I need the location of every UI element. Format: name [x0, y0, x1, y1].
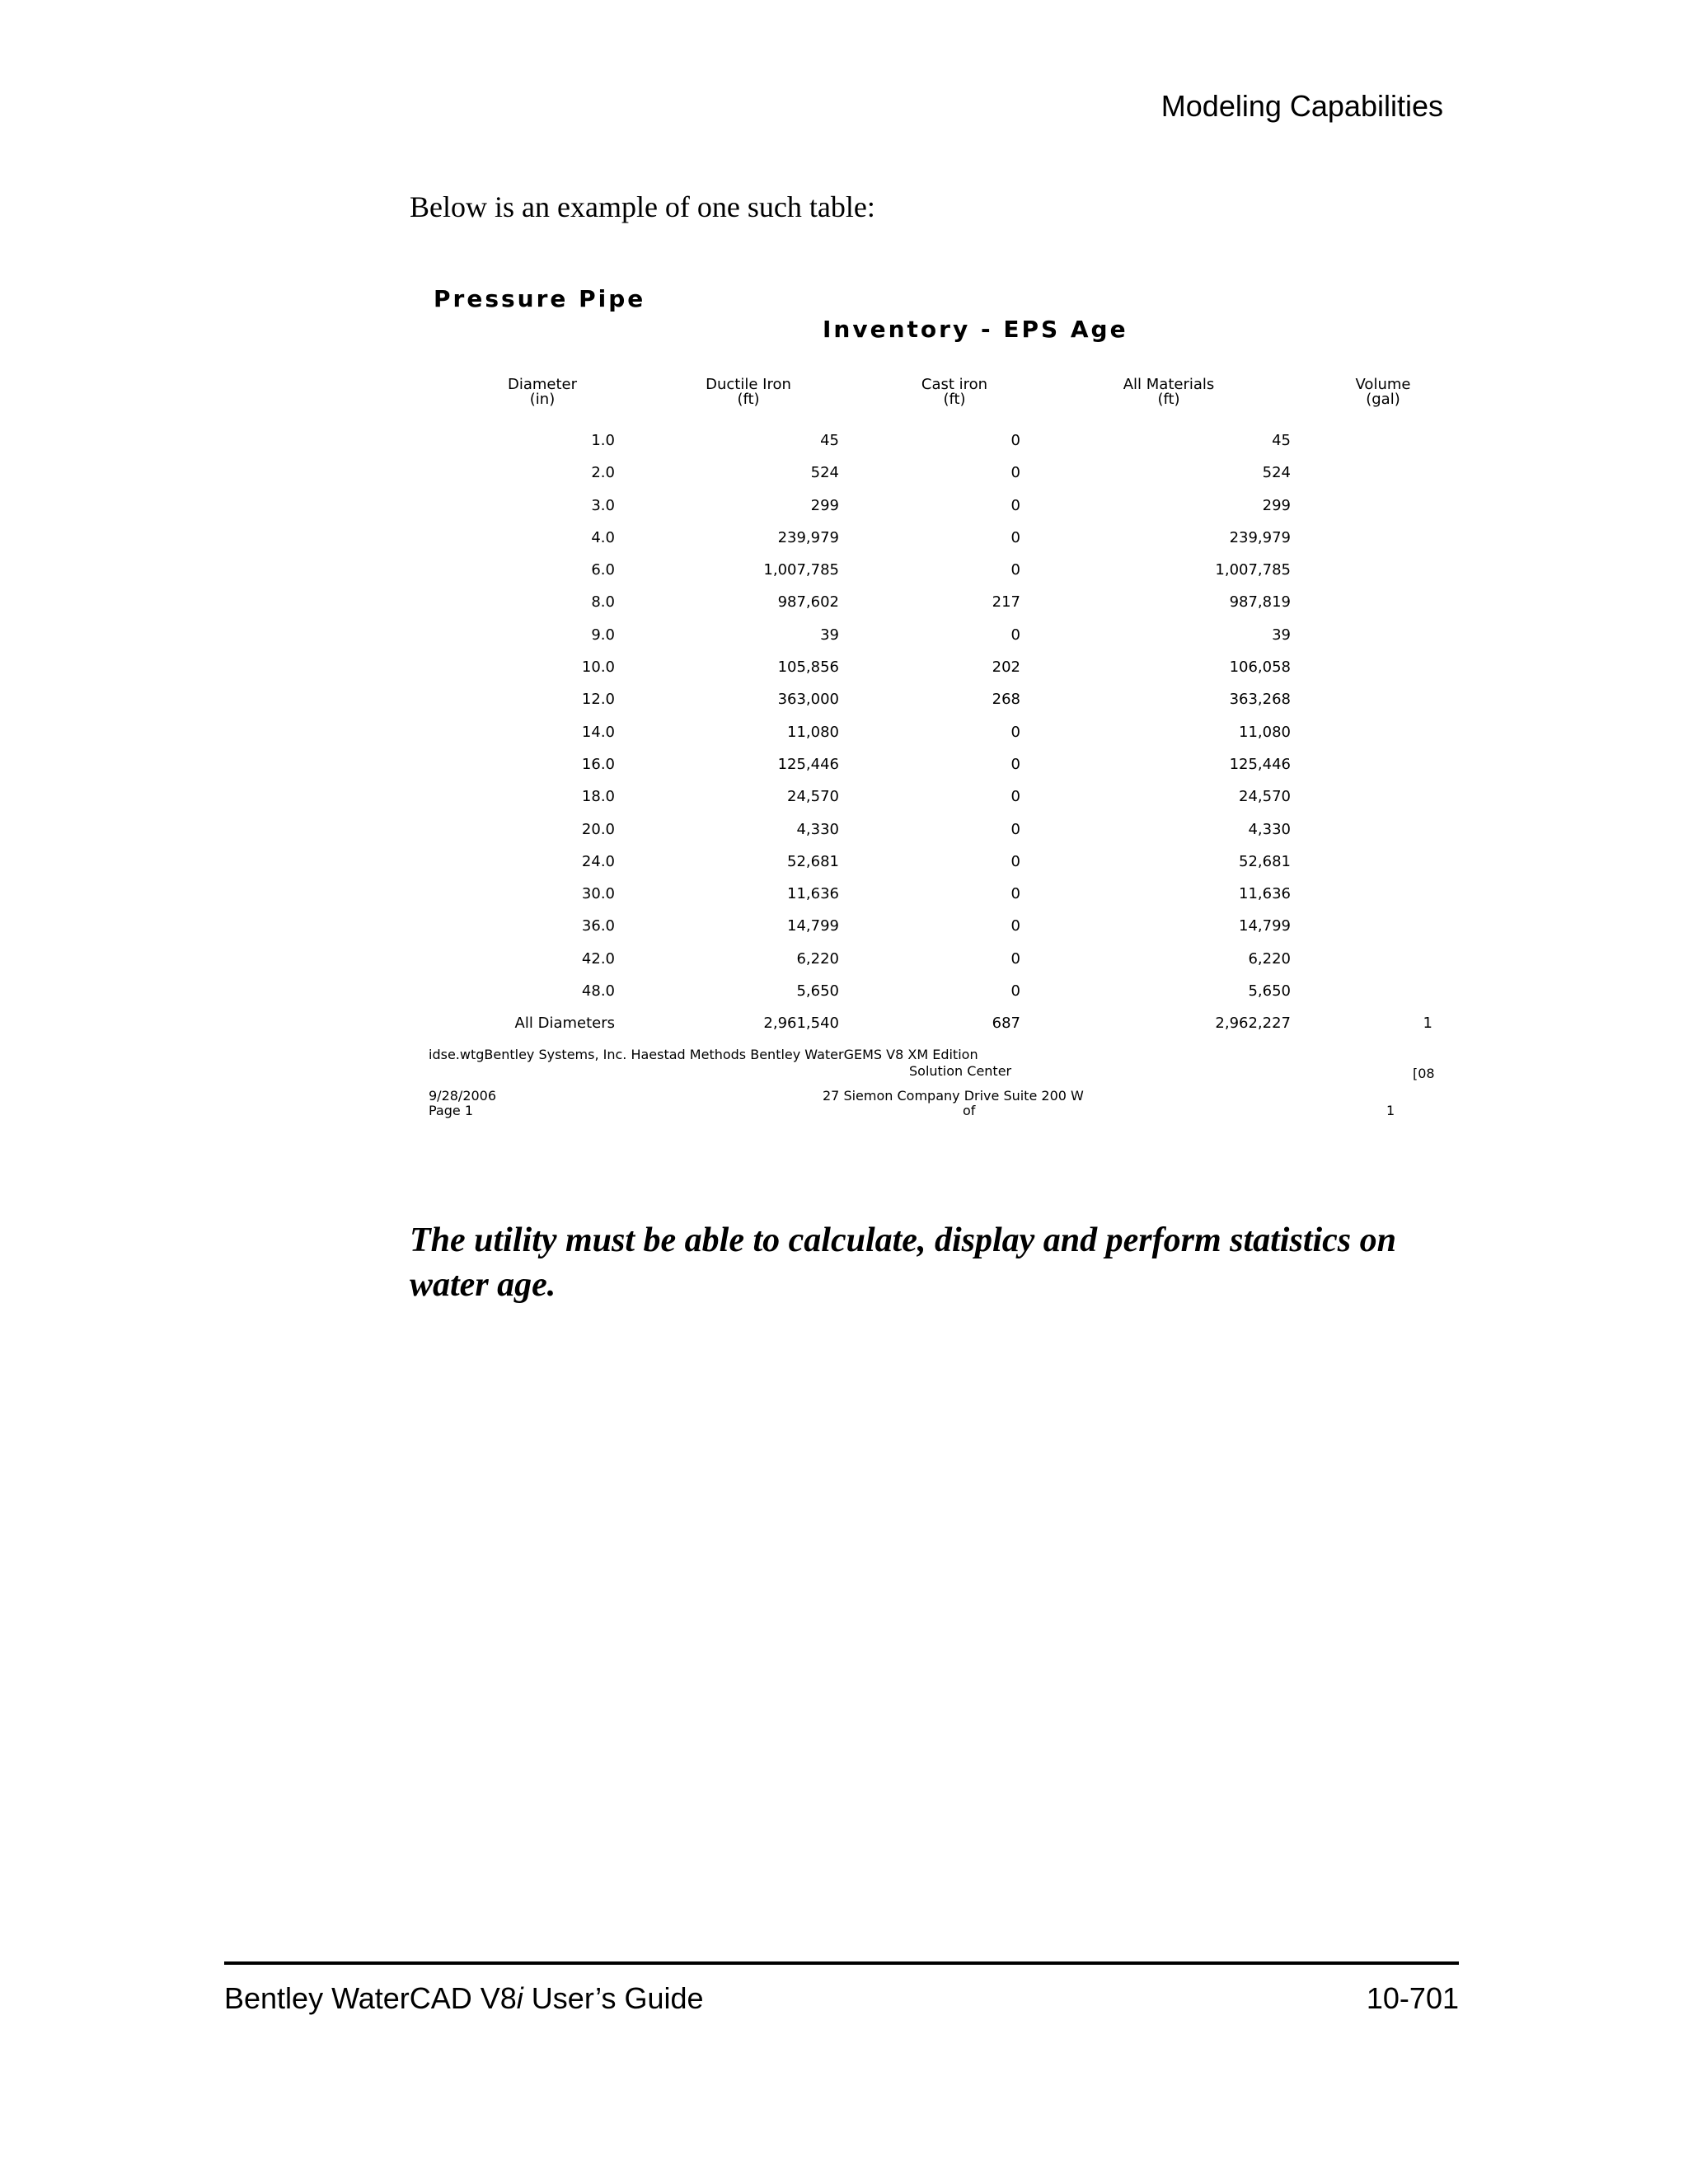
cell-all-materials: 299: [1262, 496, 1291, 514]
cell-cast-iron: 0: [1010, 982, 1020, 1001]
cell-cast-iron: 0: [1010, 496, 1020, 514]
cell-ductile-iron: 239,979: [777, 528, 839, 546]
report-title: Pressure Pipe: [434, 285, 646, 312]
cell-cast-iron: 217: [992, 593, 1020, 612]
cell-cast-iron: 0: [1010, 464, 1020, 482]
intro-text: Below is an example of one such table:: [410, 190, 875, 223]
cell-ductile-iron: 24,570: [787, 788, 839, 806]
cell-all-materials: 1,007,785: [1215, 561, 1291, 579]
footer-rule: [224, 1961, 1459, 1965]
table-row: [427, 529, 1432, 561]
table-row: [427, 724, 1432, 756]
table-row: [427, 626, 1432, 658]
inventory-report: [427, 279, 1435, 1136]
table-row: [427, 788, 1432, 820]
cell-diameter: 8.0: [591, 593, 615, 612]
cell-ductile-iron: 11,080: [787, 723, 839, 741]
table-row: [427, 917, 1432, 949]
cell-all-materials: 125,446: [1229, 755, 1291, 773]
cell-diameter: 12.0: [581, 691, 615, 709]
cell-cast-iron: 687: [992, 1015, 1020, 1033]
table-row: [427, 950, 1432, 982]
running-header: Modeling Capabilities: [1160, 89, 1443, 123]
cell-cast-iron: 202: [992, 658, 1020, 677]
cell-all-materials: 39: [1272, 626, 1291, 644]
cell-all-materials: 11,080: [1239, 723, 1291, 741]
cell-diameter: 6.0: [591, 561, 615, 579]
cell-all-materials: 4,330: [1248, 820, 1291, 838]
cell-diameter: 2.0: [591, 464, 615, 482]
cell-diameter: 3.0: [591, 496, 615, 514]
table-row: [427, 464, 1432, 496]
report-footer-center: Solution Center: [909, 1063, 1012, 1079]
cell-cast-iron: 0: [1010, 626, 1020, 644]
cell-ductile-iron: 14,799: [787, 917, 839, 935]
cell-cast-iron: 0: [1010, 788, 1020, 806]
cell-ductile-iron: 524: [810, 464, 839, 482]
cell-diameter: 36.0: [581, 917, 615, 935]
cell-ductile-iron: 363,000: [777, 691, 839, 709]
footer-page-number: 10-701: [1366, 1981, 1459, 2015]
cell-all-materials: 14,799: [1239, 917, 1291, 935]
cell-volume: 1: [1423, 1015, 1432, 1033]
report-footer-right-bottom: 1: [1386, 1103, 1395, 1118]
report-rows: [427, 432, 1432, 1047]
table-row: [427, 691, 1432, 723]
cell-ductile-iron: 52,681: [787, 852, 839, 870]
table-row: [427, 982, 1432, 1015]
cell-all-materials: 24,570: [1239, 788, 1291, 806]
report-footer-file: idse.wtgBentley Systems, Inc. Haestad Methods Bentley WaterGEMS V8 XM Edition: [429, 1047, 978, 1062]
cell-cast-iron: 0: [1010, 852, 1020, 870]
report-footer-page: Page 1: [429, 1103, 473, 1118]
cell-diameter: 30.0: [581, 885, 615, 903]
cell-diameter: 16.0: [581, 755, 615, 773]
cell-diameter: 20.0: [581, 820, 615, 838]
cell-all-materials: 5,650: [1248, 982, 1291, 1001]
report-subtitle: Inventory - EPS Age: [823, 316, 1128, 343]
cell-diameter: 14.0: [581, 723, 615, 741]
report-footer-of: of: [963, 1103, 976, 1118]
cell-ductile-iron: 105,856: [777, 658, 839, 677]
cell-diameter: 10.0: [581, 658, 615, 677]
report-footer-right-top: [08: [1413, 1066, 1435, 1081]
cell-all-materials: 363,268: [1229, 691, 1291, 709]
col-header-diameter: Diameter (in): [507, 376, 578, 408]
requirement-statement: The utility must be able to calculate, display and perform statistics on water age.: [410, 1221, 1396, 1304]
cell-diameter: All Diameters: [514, 1015, 615, 1033]
cell-ductile-iron: 39: [820, 626, 839, 644]
cell-all-materials: 6,220: [1248, 949, 1291, 968]
cell-ductile-iron: 11,636: [787, 885, 839, 903]
report-footer-address: 27 Siemon Company Drive Suite 200 W: [823, 1088, 1084, 1104]
cell-diameter: 1.0: [591, 432, 615, 449]
cell-ductile-iron: 1,007,785: [763, 561, 839, 579]
report-footer-date: 9/28/2006: [429, 1088, 497, 1104]
cell-ductile-iron: 5,650: [796, 982, 839, 1001]
cell-cast-iron: 0: [1010, 528, 1020, 546]
table-row: [427, 658, 1432, 691]
cell-ductile-iron: 4,330: [796, 820, 839, 838]
cell-all-materials: 987,819: [1229, 593, 1291, 612]
cell-all-materials: 239,979: [1229, 528, 1291, 546]
cell-cast-iron: 0: [1010, 561, 1020, 579]
cell-cast-iron: 0: [1010, 917, 1020, 935]
cell-ductile-iron: 6,220: [796, 949, 839, 968]
table-row: [427, 1015, 1432, 1047]
table-row: [427, 432, 1432, 464]
cell-ductile-iron: 45: [820, 432, 839, 449]
table-row: [427, 853, 1432, 885]
table-row: [427, 497, 1432, 529]
cell-cast-iron: 0: [1010, 755, 1020, 773]
cell-all-materials: 45: [1272, 432, 1291, 449]
table-row: [427, 561, 1432, 593]
col-header-all-materials: All Materials (ft): [1123, 376, 1215, 408]
cell-cast-iron: 0: [1010, 949, 1020, 968]
cell-ductile-iron: 299: [810, 496, 839, 514]
cell-ductile-iron: 987,602: [777, 593, 839, 612]
cell-diameter: 48.0: [581, 982, 615, 1001]
cell-ductile-iron: 2,961,540: [763, 1015, 839, 1033]
col-header-volume: Volume (gal): [1355, 376, 1411, 408]
cell-cast-iron: 0: [1010, 820, 1020, 838]
cell-all-materials: 106,058: [1229, 658, 1291, 677]
cell-all-materials: 524: [1262, 464, 1291, 482]
footer-guide-title: Bentley WaterCAD V8i User’s Guide: [224, 1981, 704, 2015]
table-row: [427, 885, 1432, 917]
cell-diameter: 4.0: [591, 528, 615, 546]
cell-cast-iron: 0: [1010, 885, 1020, 903]
cell-ductile-iron: 125,446: [777, 755, 839, 773]
table-row: [427, 756, 1432, 788]
cell-diameter: 18.0: [581, 788, 615, 806]
col-header-ductile-iron: Ductile Iron (ft): [706, 376, 791, 408]
cell-cast-iron: 268: [992, 691, 1020, 709]
cell-diameter: 42.0: [581, 949, 615, 968]
cell-all-materials: 11,636: [1239, 885, 1291, 903]
table-row: [427, 593, 1432, 626]
col-header-cast-iron: Cast iron (ft): [921, 376, 988, 408]
cell-diameter: 9.0: [591, 626, 615, 644]
cell-cast-iron: 0: [1010, 723, 1020, 741]
table-row: [427, 821, 1432, 853]
cell-diameter: 24.0: [581, 852, 615, 870]
cell-cast-iron: 0: [1010, 432, 1020, 449]
cell-all-materials: 2,962,227: [1215, 1015, 1291, 1033]
cell-all-materials: 52,681: [1239, 852, 1291, 870]
